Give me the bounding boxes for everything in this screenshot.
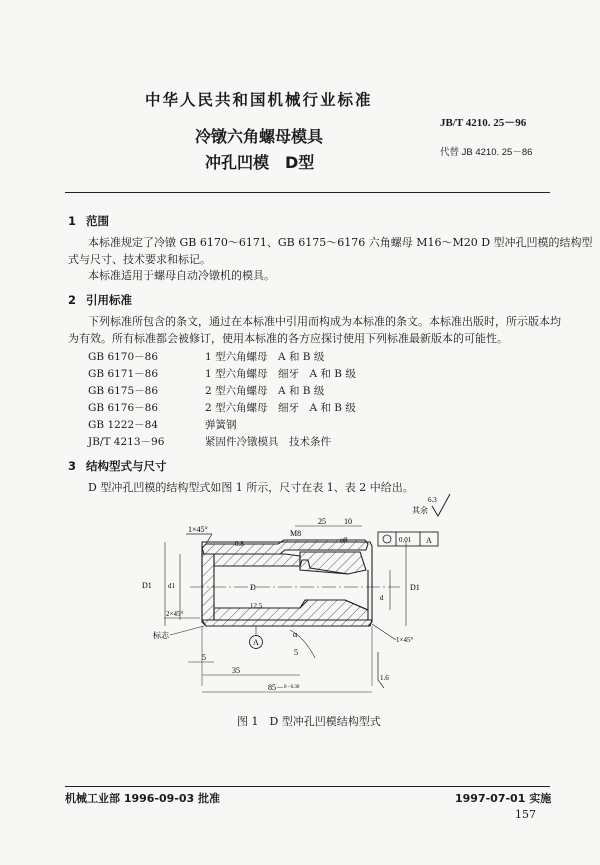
figure-caption: 图 1 D 型冲孔凹模结构型式 [237, 715, 381, 728]
dim-D-center: D [250, 583, 256, 592]
dim-35: 35 [232, 666, 240, 675]
dim-d-right: d [380, 594, 384, 602]
position-tolerance-frame [378, 532, 438, 546]
fcf-value: 0.01 [399, 536, 412, 544]
standard-code: JB/T 4210. 25－96 [440, 117, 527, 129]
chamfer-right-label: 1×45° [396, 636, 414, 644]
roughness-right-value: 1.6 [380, 674, 389, 682]
reference-desc: 1 型六角螺母 细牙 A 和 B 级 [205, 368, 356, 380]
reference-code: JB/T 4213－96 [88, 436, 165, 448]
concentricity-icon [383, 535, 391, 543]
issued-date: 机械工业部 1996-09-03 批准 [65, 792, 221, 805]
dim-10-label: 10 [344, 517, 352, 526]
reference-code: GB 1222－84 [88, 419, 159, 431]
dim-5-right: 5 [294, 648, 298, 657]
reference-desc: 2 型六角螺母 细牙 A 和 B 级 [205, 402, 356, 414]
reference-code: GB 6171－86 [88, 368, 159, 380]
reference-row [88, 417, 237, 432]
reference-desc: 紧固件冷镦模具 技术条件 [205, 436, 331, 448]
header-rule [65, 192, 550, 193]
mark-label: 标志 [153, 631, 169, 640]
reference-row [88, 434, 331, 449]
fcf-datum: A [426, 536, 432, 545]
dim-25-label: 25 [318, 517, 326, 526]
chamfer-top-label: 1×45° [188, 525, 208, 534]
s2-intro-line1: 下列标准所包含的条文，通过在本标准中引用而构成为本标准的条文。本标准出版时，所示版本均 [88, 315, 561, 328]
reference-row [88, 383, 324, 398]
dim-d1-left: d1 [168, 582, 175, 590]
section-number: 2 [68, 293, 77, 307]
callout-label: A [253, 638, 259, 647]
section-number: 3 [68, 459, 77, 473]
reference-row [88, 366, 356, 381]
rest-label: 其余 [412, 506, 428, 515]
reference-row [88, 400, 356, 415]
die-body [190, 540, 400, 626]
thread-label: M8 [290, 529, 302, 538]
angle-label: α [293, 630, 298, 639]
reference-code: GB 6176－86 [88, 402, 159, 414]
section-title: 结构型式与尺寸 [86, 459, 167, 473]
page-number: 157 [515, 808, 536, 821]
effective-date: 1997-07-01 实施 [455, 792, 552, 805]
phi8-label: φ8 [340, 536, 348, 544]
dim-D1-right: D1 [410, 583, 420, 592]
chamfer-left-label: 2×45° [166, 610, 184, 618]
s3-para: D 型冲孔凹模的结构型式如图 1 所示，尺寸在表 1、表 2 中给出。 [88, 481, 414, 494]
section-3-heading [68, 458, 167, 474]
rest-roughness-value: 6.3 [428, 496, 437, 504]
reference-desc: 2 型六角螺母 A 和 B 级 [205, 385, 325, 397]
section-title: 范围 [86, 214, 109, 228]
title-line-2: 冲孔凹模 D型 [205, 153, 315, 172]
roughness-top-value: 0.8 [235, 540, 244, 548]
replaces-note: 代替 JB 4210. 25－86 [440, 147, 533, 158]
dim-5-left: 5 [202, 653, 206, 662]
s1-para1-line2: 式与尺寸、技术要求和标记。 [68, 253, 211, 266]
roughness-mid-value: 12.5 [250, 602, 263, 610]
s1-para2: 本标准适用于螺母自动冷镦机的模具。 [88, 269, 275, 282]
reference-desc: 弹簧钢 [205, 419, 237, 431]
dim-D1-left: D1 [142, 581, 152, 590]
reference-code: GB 6175－86 [88, 385, 159, 397]
section-1-heading [68, 213, 109, 229]
footer-rule [65, 786, 550, 787]
reference-row [88, 349, 324, 364]
section-title: 引用标准 [86, 293, 132, 307]
die-structure-drawing [140, 490, 470, 700]
section-2-heading [68, 292, 132, 308]
section-number: 1 [68, 214, 77, 228]
s2-intro-line2: 为有效。所有标准都会被修订，使用本标准的各方应探讨使用下列标准最新版本的可能性。 [68, 332, 508, 345]
issuing-organization: 中华人民共和国机械行业标准 [145, 91, 373, 109]
title-line-1: 冷镦六角螺母模具 [195, 127, 324, 146]
reference-code: GB 6170－86 [88, 351, 159, 363]
dim-85: 85－$^{0 -0.30}$ [268, 683, 300, 692]
reference-desc: 1 型六角螺母 A 和 B 级 [205, 351, 325, 363]
s1-para1-line1: 本标准规定了冷镦 GB 6170～6171、GB 6175～6176 六角螺母 M16～M20 D 型冲孔凹模的结构型 [88, 236, 593, 249]
